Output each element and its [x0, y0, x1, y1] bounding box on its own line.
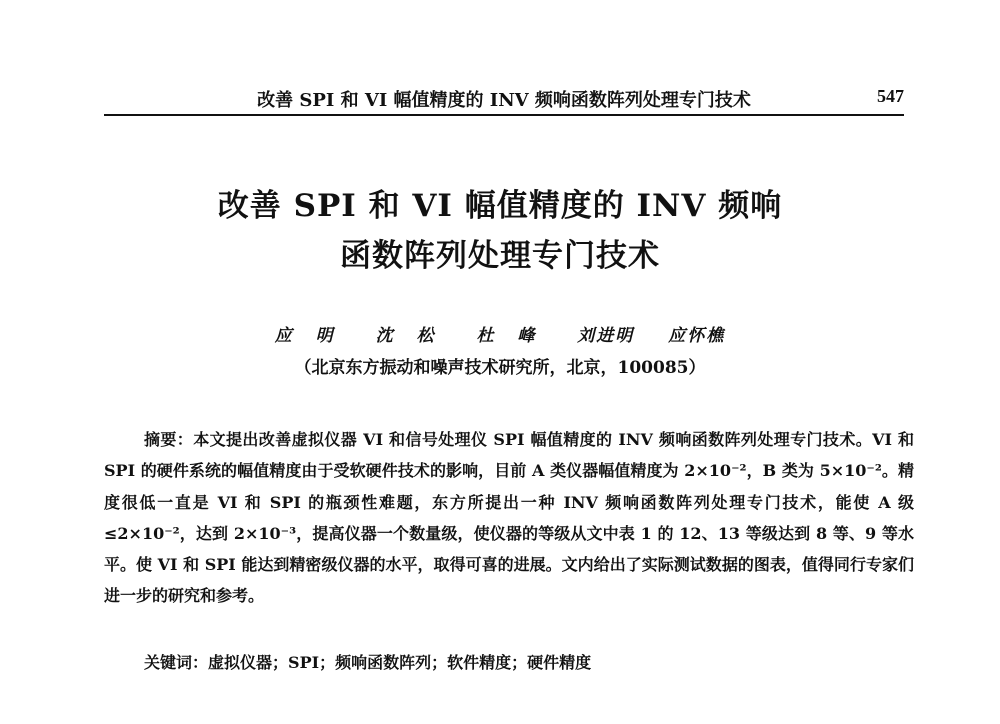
author-list	[0, 321, 1000, 346]
paper-title-line-1: 改善 SPI 和 VI 幅值精度的 INV 频响	[217, 188, 783, 224]
affiliation: （北京东方振动和噪声技术研究所，北京，100085）	[294, 358, 706, 378]
paper-title-line-2: 函数阵列处理专门技术	[340, 238, 660, 274]
keywords-label: 关键词：	[144, 653, 209, 672]
author: 沈 松	[375, 326, 443, 346]
keywords	[144, 650, 914, 673]
author: 应 明	[274, 326, 342, 346]
abstract-text: 本文提出改善虚拟仪器 VI 和信号处理仪 SPI 幅值精度的 INV 频响函数阵列处理专门技术。VI 和 SPI 的硬件系统的幅值精度由于受软硬件技术的影响，目前 A 类仪器幅值精度为 2×10⁻²，B 类为 5×10⁻²。精度很低一直是 VI 和 SPI 的瓶颈性难题，东方所提出一种 INV 频响函数阵列处理专门技术，能使 A 级≤2×10⁻²，达到 2×10⁻³，提高仪器一个数量级，使仪器的等级从文中表 1 的 12、13 等级达到 8 等、9 等水平。使 VI 和 SPI 能达到精密级仪器的水平，取得可喜的进展。文内给出了实际测试数据的图表，值得同行专家们进一步的研究和参考。	[104, 430, 914, 606]
running-title: 改善 SPI 和 VI 幅值精度的 INV 频响函数阵列处理专门技术	[257, 90, 751, 111]
page-number: 547	[877, 86, 904, 106]
keywords-text: 虚拟仪器；SPI；频响函数阵列；软件精度；硬件精度	[208, 653, 592, 672]
author: 应怀樵	[668, 326, 726, 346]
author: 刘进明	[577, 326, 635, 346]
author: 杜 峰	[476, 326, 544, 346]
running-header	[104, 84, 904, 116]
abstract	[104, 424, 914, 612]
abstract-label: 摘要：	[144, 430, 194, 449]
